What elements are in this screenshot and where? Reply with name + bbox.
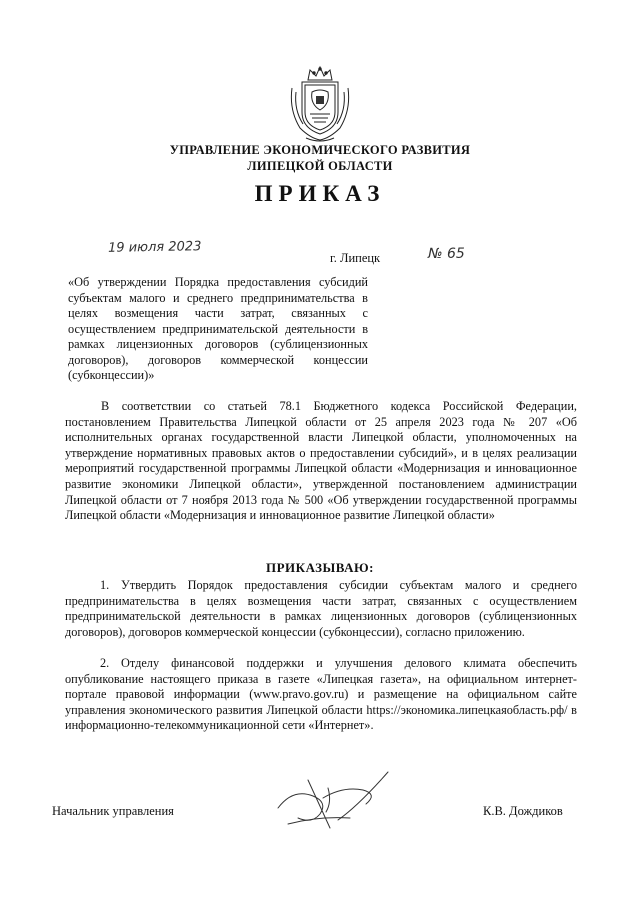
order-item-text: Утвердить Порядок предоставления субсидии субъектам малого и среднего предпринимательства в целях возмещения части затрат, связанных с осуществлением предпринимательской деятельности в рамках лицензионных договоров (сублицензионных договоров), договоров коммерческой концессии (субконцессии), согласно приложению. — [65, 578, 577, 639]
handwritten-signature-icon — [268, 768, 398, 834]
order-item-number: 2. — [100, 656, 110, 670]
order-item-number: 1. — [100, 578, 110, 592]
document-type-title: ПРИКАЗ — [254, 181, 386, 206]
order-item — [65, 656, 577, 734]
organization-name: УПРАВЛЕНИЕ ЭКОНОМИЧЕСКОГО РАЗВИТИЯ — [169, 143, 471, 157]
order-item-text: Отделу финансовой поддержки и улучшения делового климата обеспечить опубликование настоящего приказа в газете «Липецкая газета», на официальном интернет-портале правовой информации (www.pravo.gov.ru) и размещение на официальном сайте управления экономического развития Липецкой области https://экономика.липецкаяобласть.рф/ в информационно-телекоммуникационной сети «Интернет». — [65, 656, 577, 733]
signatory-title: Начальник управления — [52, 804, 174, 818]
organization-region: ЛИПЕЦКОЙ ОБЛАСТИ — [247, 159, 393, 173]
document-number: № 65 — [428, 246, 465, 262]
signatory-name: К.В. Дождиков — [483, 804, 563, 818]
document-city: г. Липецк — [330, 251, 381, 265]
order-heading: ПРИКАЗЫВАЮ: — [266, 560, 374, 575]
document-date: 19 июля 2023 — [107, 239, 202, 256]
order-item — [65, 578, 577, 640]
document-subject: «Об утверждении Порядка предоставления субсидий субъектам малого и среднего предпринимательства в целях возмещения части затрат, связанных с осуществлением предпринимательской деятельности в рамках лицензионных договоров (сублицензионных договоров), договоров коммерческой концессии (субконцессии)» — [68, 275, 368, 382]
coat-of-arms-emblem-icon — [286, 62, 354, 144]
document-preamble: В соответствии со статьей 78.1 Бюджетного кодекса Российской Федерации, постановлением Правительства Липецкой области от 25 апреля 2023 года № 207 «Об исполнительных органах государственной власти Липецкой области, уполномоченных на утверждение нормативных правовых актов о предоставлении субсидий», и в целях реализации мероприятий государственной программы Липецкой области «Модернизация и инновационное развитие экономики Липецкой области», утвержденной постановлением администрации Липецкой области от 7 ноября 2013 года № 500 «Об утверждении государственной программы Липецкой области «Модернизация и инновационное развитие Липецкой области» — [65, 399, 577, 523]
